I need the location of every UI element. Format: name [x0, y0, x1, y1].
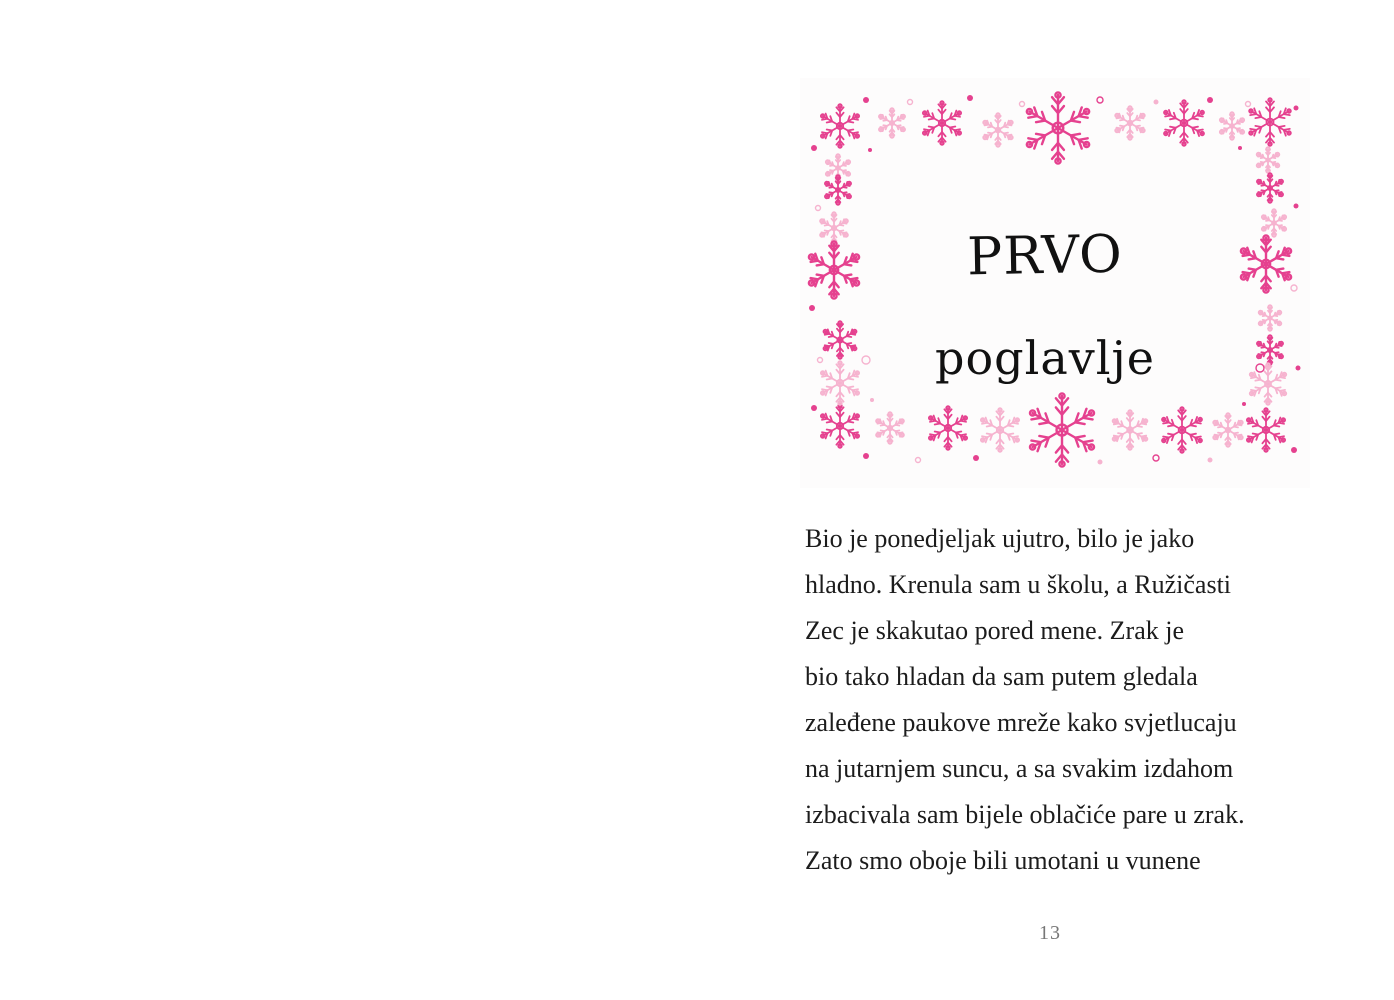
snow-dot-icon: [870, 398, 874, 402]
snow-dot-icon: [1242, 402, 1246, 406]
snowflake-icon: [821, 404, 859, 448]
text-line: na jutarnjem suncu, a sa svakim izdahom: [805, 754, 1234, 783]
snow-dot-icon: [811, 145, 817, 151]
snow-dot-icon: [1097, 97, 1103, 103]
snowflake-icon: [1257, 173, 1283, 203]
chapter-title-number: PRVO: [966, 224, 1124, 288]
snowflake-icon: [1027, 92, 1089, 163]
snow-dot-icon: [811, 405, 817, 411]
snowflake-icon: [876, 412, 904, 444]
text-line: hladno. Krenula sam u školu, a Ružičasti: [805, 570, 1232, 599]
snow-dot-icon: [1207, 97, 1213, 103]
snowflake-icon: [879, 108, 905, 138]
snow-dot-icon: [916, 458, 921, 463]
snow-dot-icon: [973, 455, 979, 461]
chapter-title-word: poglavlje: [935, 331, 1155, 385]
snowflake-icon: [1030, 393, 1094, 466]
snow-dot-icon: [1246, 102, 1251, 107]
snow-dot-icon: [1238, 146, 1242, 150]
snow-dot-icon: [1294, 204, 1299, 209]
text-line: Zato smo oboje bili umotani u vunene: [805, 846, 1201, 875]
page-number: 13: [1039, 922, 1061, 944]
snowflake-icon: [1113, 410, 1148, 450]
snowflake-icon: [825, 175, 851, 205]
snowflake-icon: [1115, 106, 1145, 140]
snow-dot-icon: [1208, 458, 1213, 463]
text-line: Zec je skakutao pored mene. Zrak je: [805, 616, 1184, 645]
snowflake-icon: [1257, 147, 1280, 173]
snow-dot-icon: [1294, 106, 1299, 111]
snow-dot-icon: [863, 453, 869, 459]
snow-dot-icon: [816, 206, 821, 211]
snow-dot-icon: [868, 148, 872, 152]
text-line: Bio je ponedjeljak ujutro, bilo je jako: [805, 524, 1195, 553]
snow-dot-icon: [908, 100, 913, 105]
text-line: izbacivala sam bijele oblačiće pare u zrak.: [805, 800, 1245, 829]
chapter-body-text: [805, 516, 1325, 884]
snow-dot-icon: [1153, 455, 1159, 461]
snowflake-icon: [1247, 408, 1285, 452]
snowflake-icon: [923, 101, 961, 145]
snow-dot-icon: [1098, 460, 1103, 465]
snowflake-icon: [1213, 413, 1243, 447]
snow-dot-icon: [1154, 100, 1159, 105]
snowflake-icon: [821, 104, 859, 148]
snow-dot-icon: [1020, 102, 1025, 107]
snowflake-icon: [1249, 98, 1291, 146]
snowflake-icon: [929, 406, 967, 450]
text-line: zaleđene paukove mreže kako svjetlucaju: [805, 708, 1237, 737]
snowflake-icon: [1162, 407, 1202, 453]
snowflake-icon: [1164, 100, 1204, 146]
snowflake-icon: [983, 113, 1013, 147]
chapter-title: [800, 222, 1290, 388]
text-line: bio tako hladan da sam putem gledala: [805, 662, 1198, 691]
snow-dot-icon: [1291, 447, 1297, 453]
snow-dot-icon: [1296, 366, 1301, 371]
snow-dot-icon: [1291, 285, 1297, 291]
snow-dot-icon: [863, 97, 869, 103]
snowflake-icon: [1220, 112, 1244, 140]
snow-dot-icon: [967, 95, 973, 101]
snowflake-icon: [981, 408, 1019, 452]
